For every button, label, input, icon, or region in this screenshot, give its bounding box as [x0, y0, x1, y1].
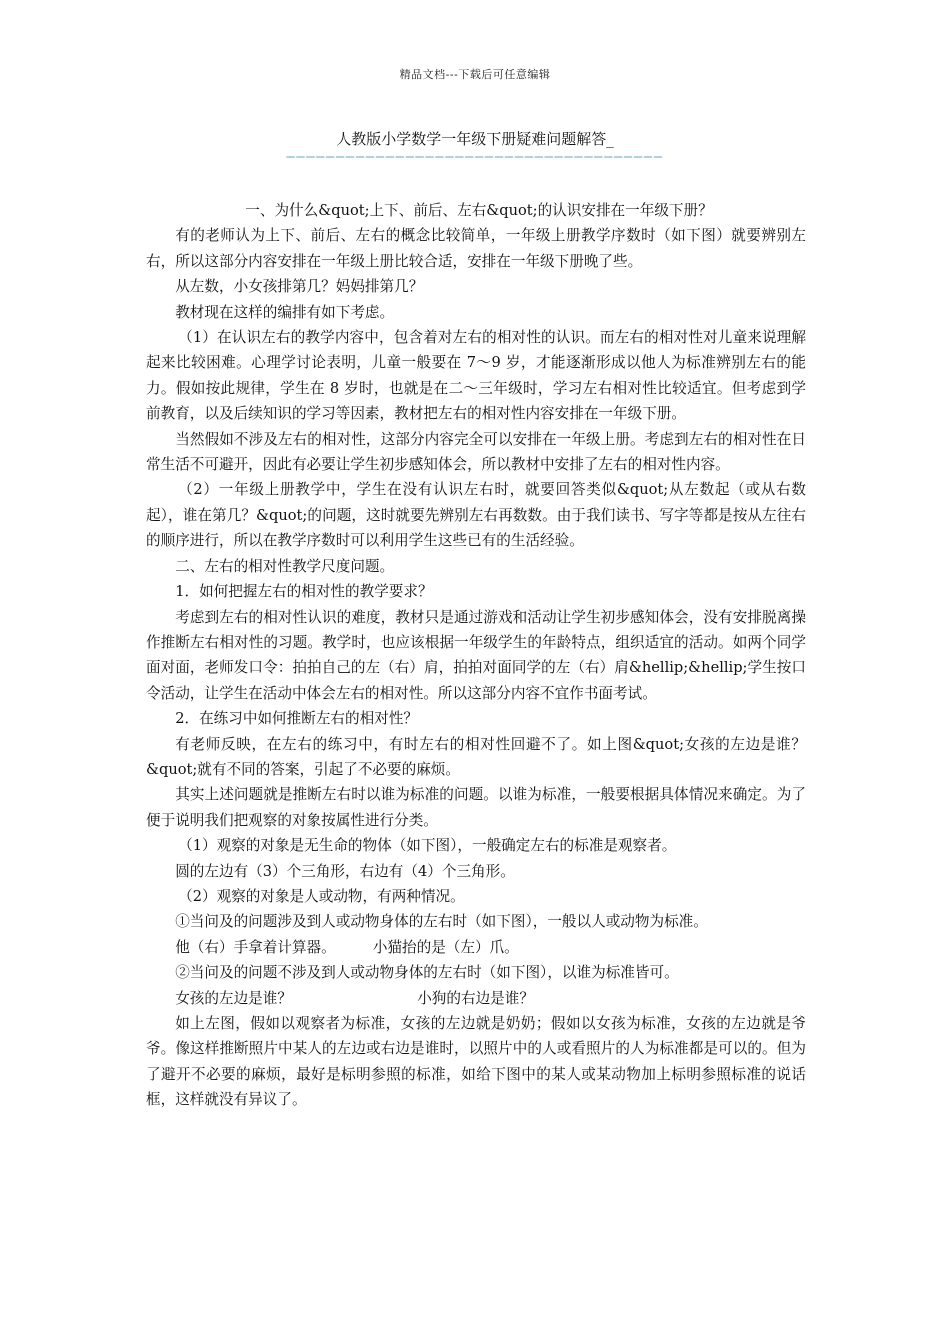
paragraph: （1）观察的对象是无生命的物体（如下图），一般确定左右的标准是观察者。 — [178, 837, 677, 855]
paragraph: 从左数，小女孩排第几？妈妈排第几？ — [175, 278, 424, 296]
title-divider: —————————————————————————————————————— — [286, 149, 664, 165]
paragraph: （2）观察的对象是人或动物，有两种情况。 — [178, 887, 465, 905]
paragraph: 有老师反映，在左右的练习中，有时左右的相对性回避不了。如上图&quot;女孩的左边是谁？&quot;就有不同的答案，引起了不必要的麻烦。 — [146, 735, 806, 778]
paragraph: 如上左图，假如以观察者为标准，女孩的左边就是奶奶；假如以女孩为标准，女孩的左边就是爷爷。像这样推断照片中某人的左边或右边是谁时，以照片中的人或看照片的人为标准都是可以的。但为了避开不必要的麻烦，最好是标明参照的标准，如给下图中的某人或某动物加上标明参照标准的说话框，这样就没有异议了。 — [146, 1015, 806, 1109]
paragraph: 女孩的左边是谁？ 小狗的右边是谁？ — [175, 989, 534, 1007]
paragraph: 考虑到左右的相对性认识的难度，教材只是通过游戏和活动让学生初步感知体会，没有安排脱离操作推断左右相对性的习题。教学时，也应该根据一年级学生的年龄特点，组织适宜的活动。如两个同学面对面，老师发口令：拍拍自己的左（右）肩，拍拍对面同学的左（右）肩&hellip;&hellip;学生按口令活动，让学生在活动中体会左右的相对性。所以这部分内容不宜作书面考试。 — [146, 608, 806, 702]
paragraph: （1）在认识左右的教学内容中，包含着对左右的相对性的认识。而左右的相对性对儿童来说理解起来比较困难。心理学讨论表明，儿童一般要在 7～9 岁，才能逐渐形成以他人为标准辨别左右的能力。假如按此规律，学生在 8 岁时，也就是在二～三年级时，学习左右相对性比较适宜。但考虑到学前教育，以及后续知识的学习等因素，教材把左右的相对性内容安排在一年级下册。 — [146, 329, 806, 423]
page-header: 精品文档---下载后可任意编辑 — [399, 68, 551, 81]
paragraph: 当然假如不涉及左右的相对性，这部分内容完全可以安排在一年级上册。考虑到左右的相对性在日常生活不可避开，因此有必要让学生初步感知体会，所以教材中安排了左右的相对性内容。 — [146, 430, 806, 474]
paragraph: 其实上述问题就是推断左右时以谁为标准的问题。以谁为标准，一般要根据具体情况来确定。为了便于说明我们把观察的对象按属性进行分类。 — [146, 786, 806, 829]
paragraph: （2）一年级上册教学中，学生在没有认识左右时，就要回答类似&quot;从左数起（或从右数起），谁在第几？&quot;的问题，这时就要先辨别左右再数数。由于我们读书、写字等都是按从左往右的顺序进行，所以在教学序数时可以利用学生这些已有的生活经验。 — [146, 481, 806, 550]
document-body — [146, 198, 806, 1113]
section-heading: 二、左右的相对性教学尺度问题。 — [175, 557, 395, 575]
document-title: 人教版小学数学一年级下册疑难问题解答_ — [336, 130, 614, 148]
subsection-heading: 2．在练习中如何推断左右的相对性？ — [175, 710, 418, 728]
paragraph: 他（右）手拿着计算器。 小猫抬的是（左）爪。 — [175, 938, 519, 956]
paragraph: 有的老师认为上下、前后、左右的概念比较简单，一年级上册教学序数时（如下图）就要辨别左右，所以这部分内容安排在一年级上册比较合适，安排在一年级下册晚了些。 — [146, 227, 806, 270]
paragraph: 圆的左边有（3）个三角形，右边有（4）个三角形。 — [175, 862, 515, 880]
section-heading: 一、为什么&quot;上下、前后、左右&quot;的认识安排在一年级下册？ — [245, 202, 713, 219]
paragraph: ①当问及的问题涉及到人或动物身体的左右时（如下图），一般以人或动物为标准。 — [175, 913, 708, 931]
paragraph: ②当问及的问题不涉及到人或动物身体的左右时（如下图），以谁为标准皆可。 — [175, 964, 679, 982]
paragraph: 教材现在这样的编排有如下考虑。 — [175, 303, 395, 321]
subsection-heading: 1．如何把握左右的相对性的教学要求？ — [175, 583, 433, 601]
